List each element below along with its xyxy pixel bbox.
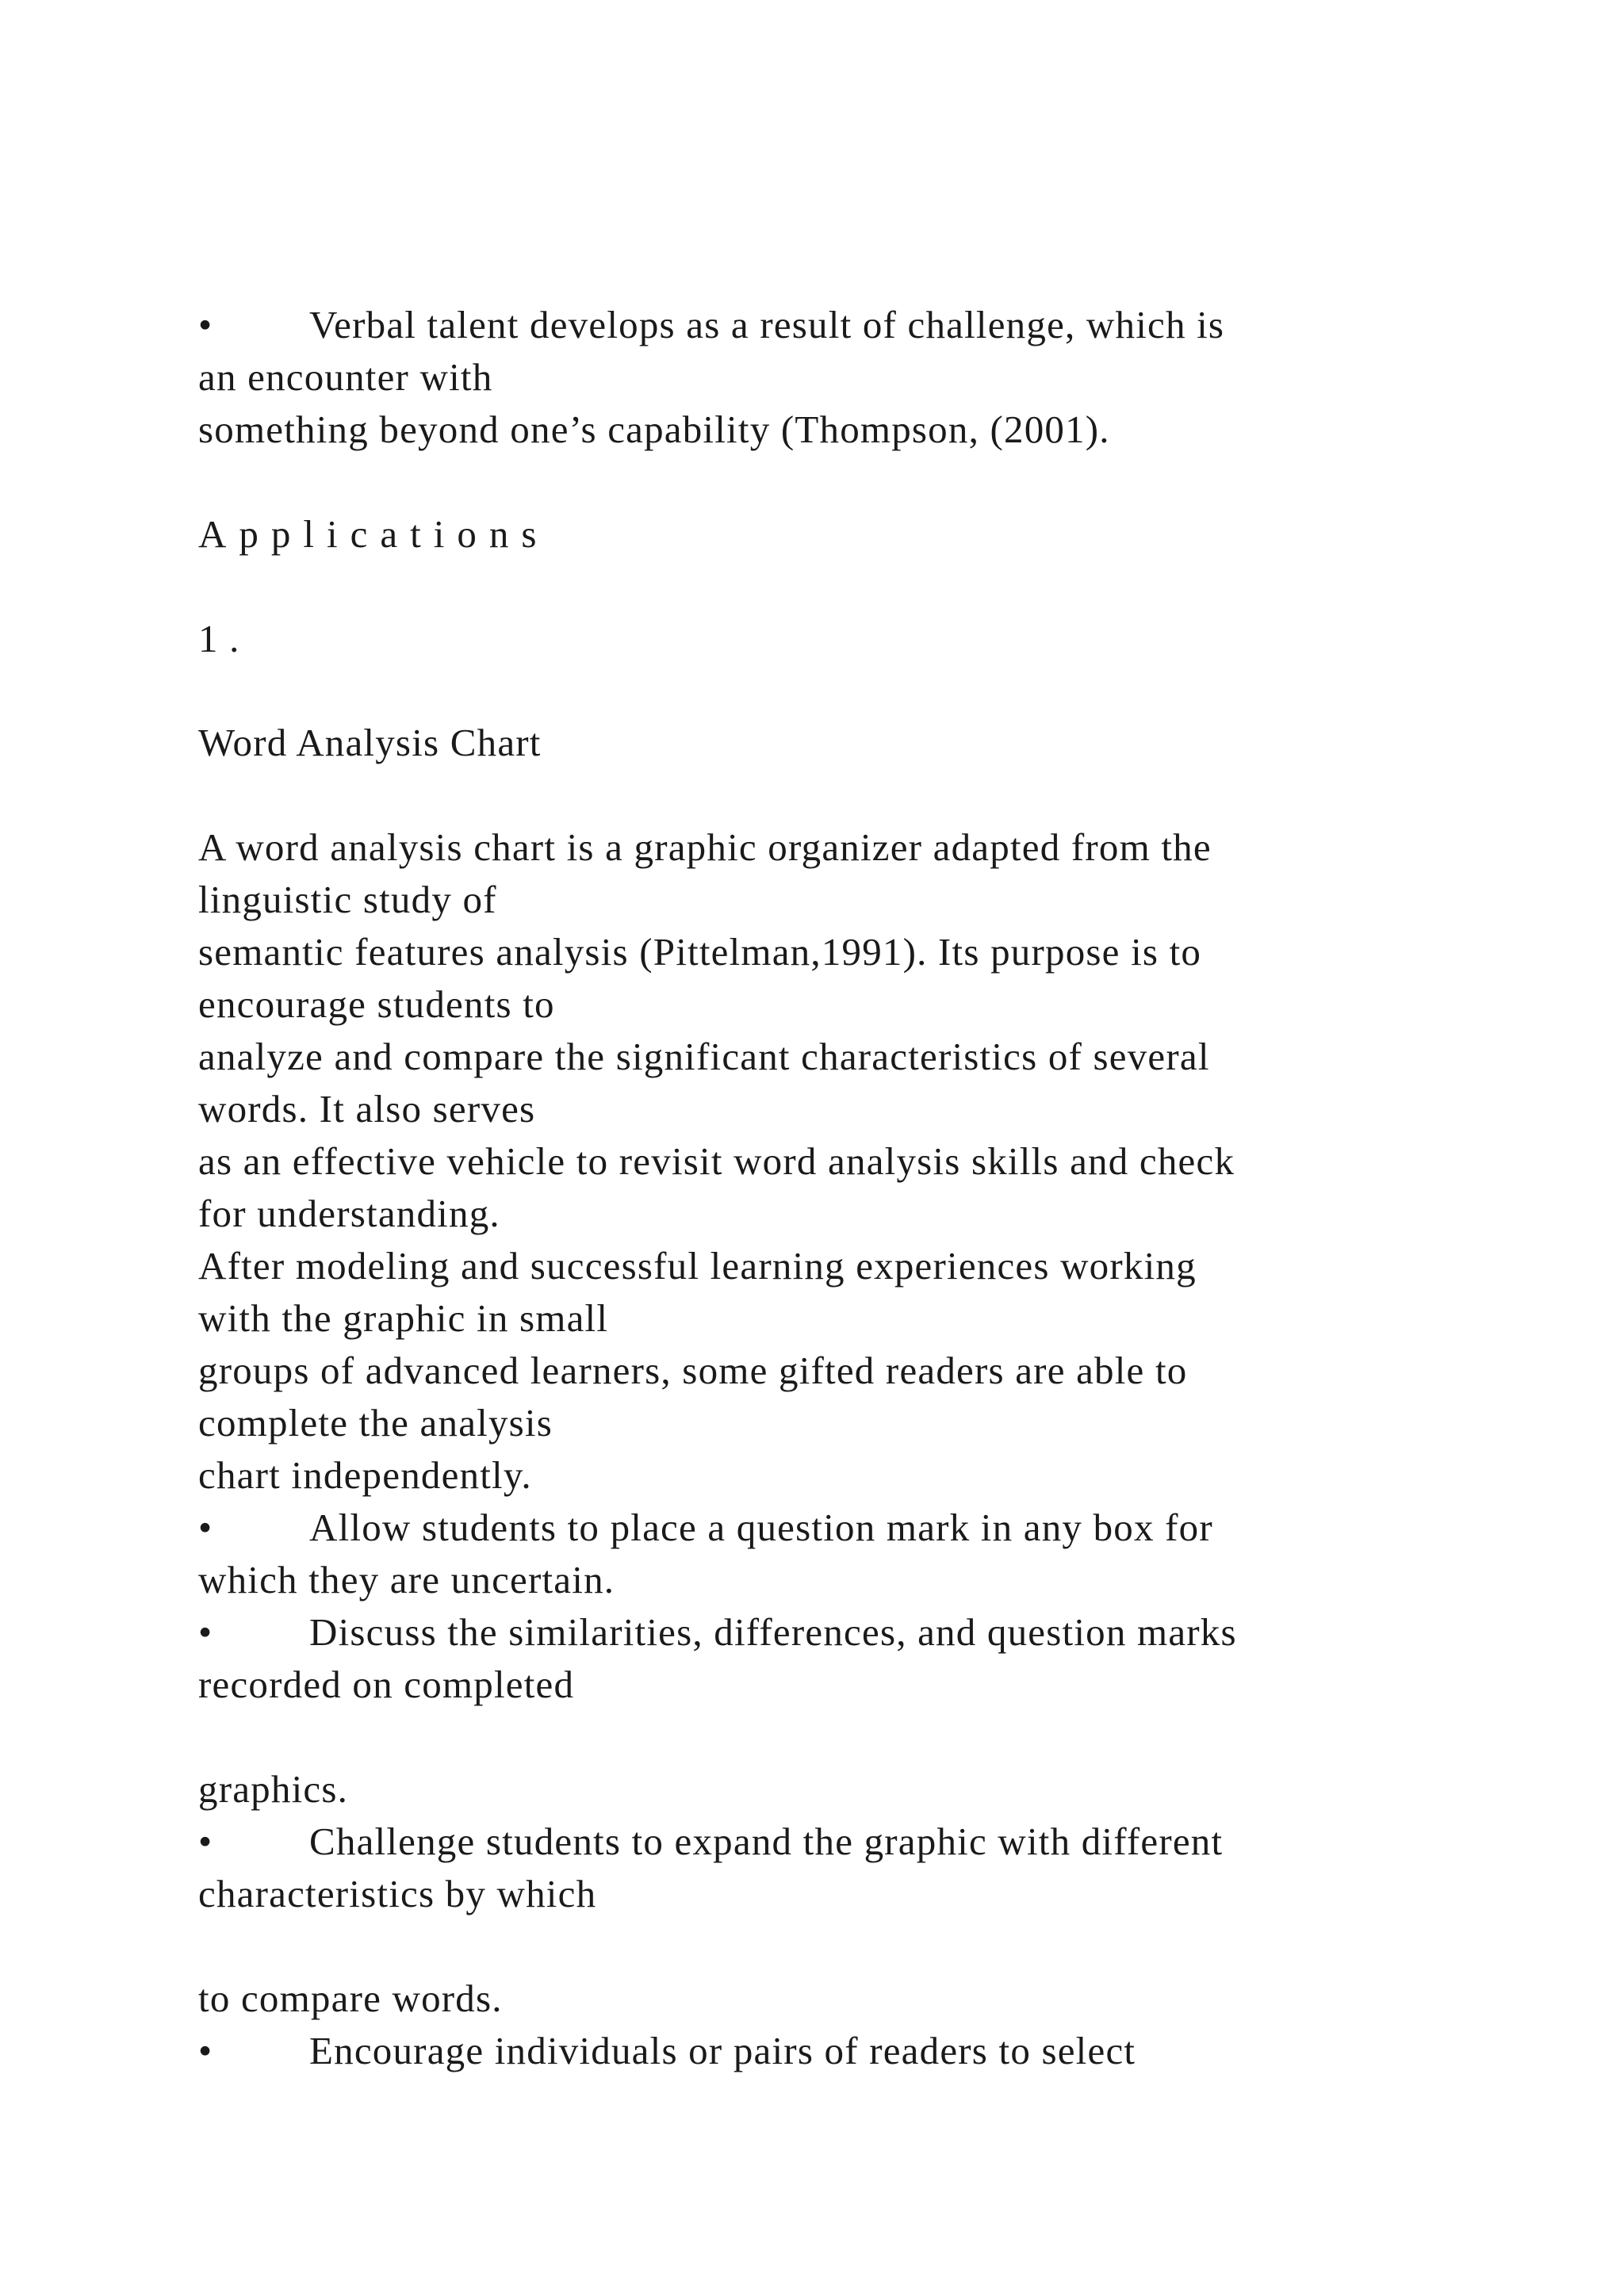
text-line: A word analysis chart is a graphic organizer adapted from the xyxy=(198,825,1212,869)
text-line: analyze and compare the significant characteristics of several xyxy=(198,1035,1210,1078)
text-line: as an effective vehicle to revisit word analysis skills and check xyxy=(198,1139,1235,1183)
text-line: characteristics by which xyxy=(198,1872,597,1915)
text-line: recorded on completed xyxy=(198,1663,575,1706)
line-text: Discuss the similarities, differences, and question marks xyxy=(309,1610,1237,1654)
text-line: complete the analysis xyxy=(198,1401,553,1445)
bullet-line-challenge xyxy=(198,1820,1223,1864)
line-text: Verbal talent develops as a result of challenge, which is xyxy=(309,303,1225,346)
text-line: which they are uncertain. xyxy=(198,1558,615,1601)
text-line: something beyond one’s capability (Thompson, (2001). xyxy=(198,408,1110,451)
line-text: Encourage individuals or pairs of readers to select xyxy=(309,2029,1136,2072)
text-line: with the graphic in small xyxy=(198,1296,609,1340)
bullet-icon: • xyxy=(198,1820,213,1863)
text-line: graphics. xyxy=(198,1767,349,1811)
text-line: linguistic study of xyxy=(198,878,497,921)
text-line: to compare words. xyxy=(198,1976,503,2020)
text-line: groups of advanced learners, some gifted readers are able to xyxy=(198,1349,1188,1392)
bullet-line-verbal-talent xyxy=(198,303,1224,347)
text-line: an encounter with xyxy=(198,355,493,399)
bullet-icon: • xyxy=(198,1610,213,1654)
line-text: Allow students to place a question mark in any box for xyxy=(309,1506,1213,1549)
bullet-icon: • xyxy=(198,2029,213,2072)
text-line: chart independently. xyxy=(198,1453,532,1497)
subheading-word-analysis-chart: Word Analysis Chart xyxy=(198,721,542,764)
bullet-icon: • xyxy=(198,1506,213,1549)
text-line: semantic features analysis (Pittelman,1991). Its purpose is to xyxy=(198,930,1202,974)
text-line: encourage students to xyxy=(198,982,555,1026)
bullet-line-question-mark xyxy=(198,1506,1213,1550)
text-line: words. It also serves xyxy=(198,1087,536,1131)
bullet-line-encourage xyxy=(198,2029,1136,2073)
line-text: Challenge students to expand the graphic with different xyxy=(309,1820,1224,1863)
list-number: 1 . xyxy=(198,617,240,660)
text-line: After modeling and successful learning experiences working xyxy=(198,1244,1197,1288)
text-line: for understanding. xyxy=(198,1192,500,1235)
bullet-line-discuss xyxy=(198,1610,1237,1655)
section-heading-applications: Applications xyxy=(198,512,550,556)
bullet-icon: • xyxy=(198,303,213,346)
